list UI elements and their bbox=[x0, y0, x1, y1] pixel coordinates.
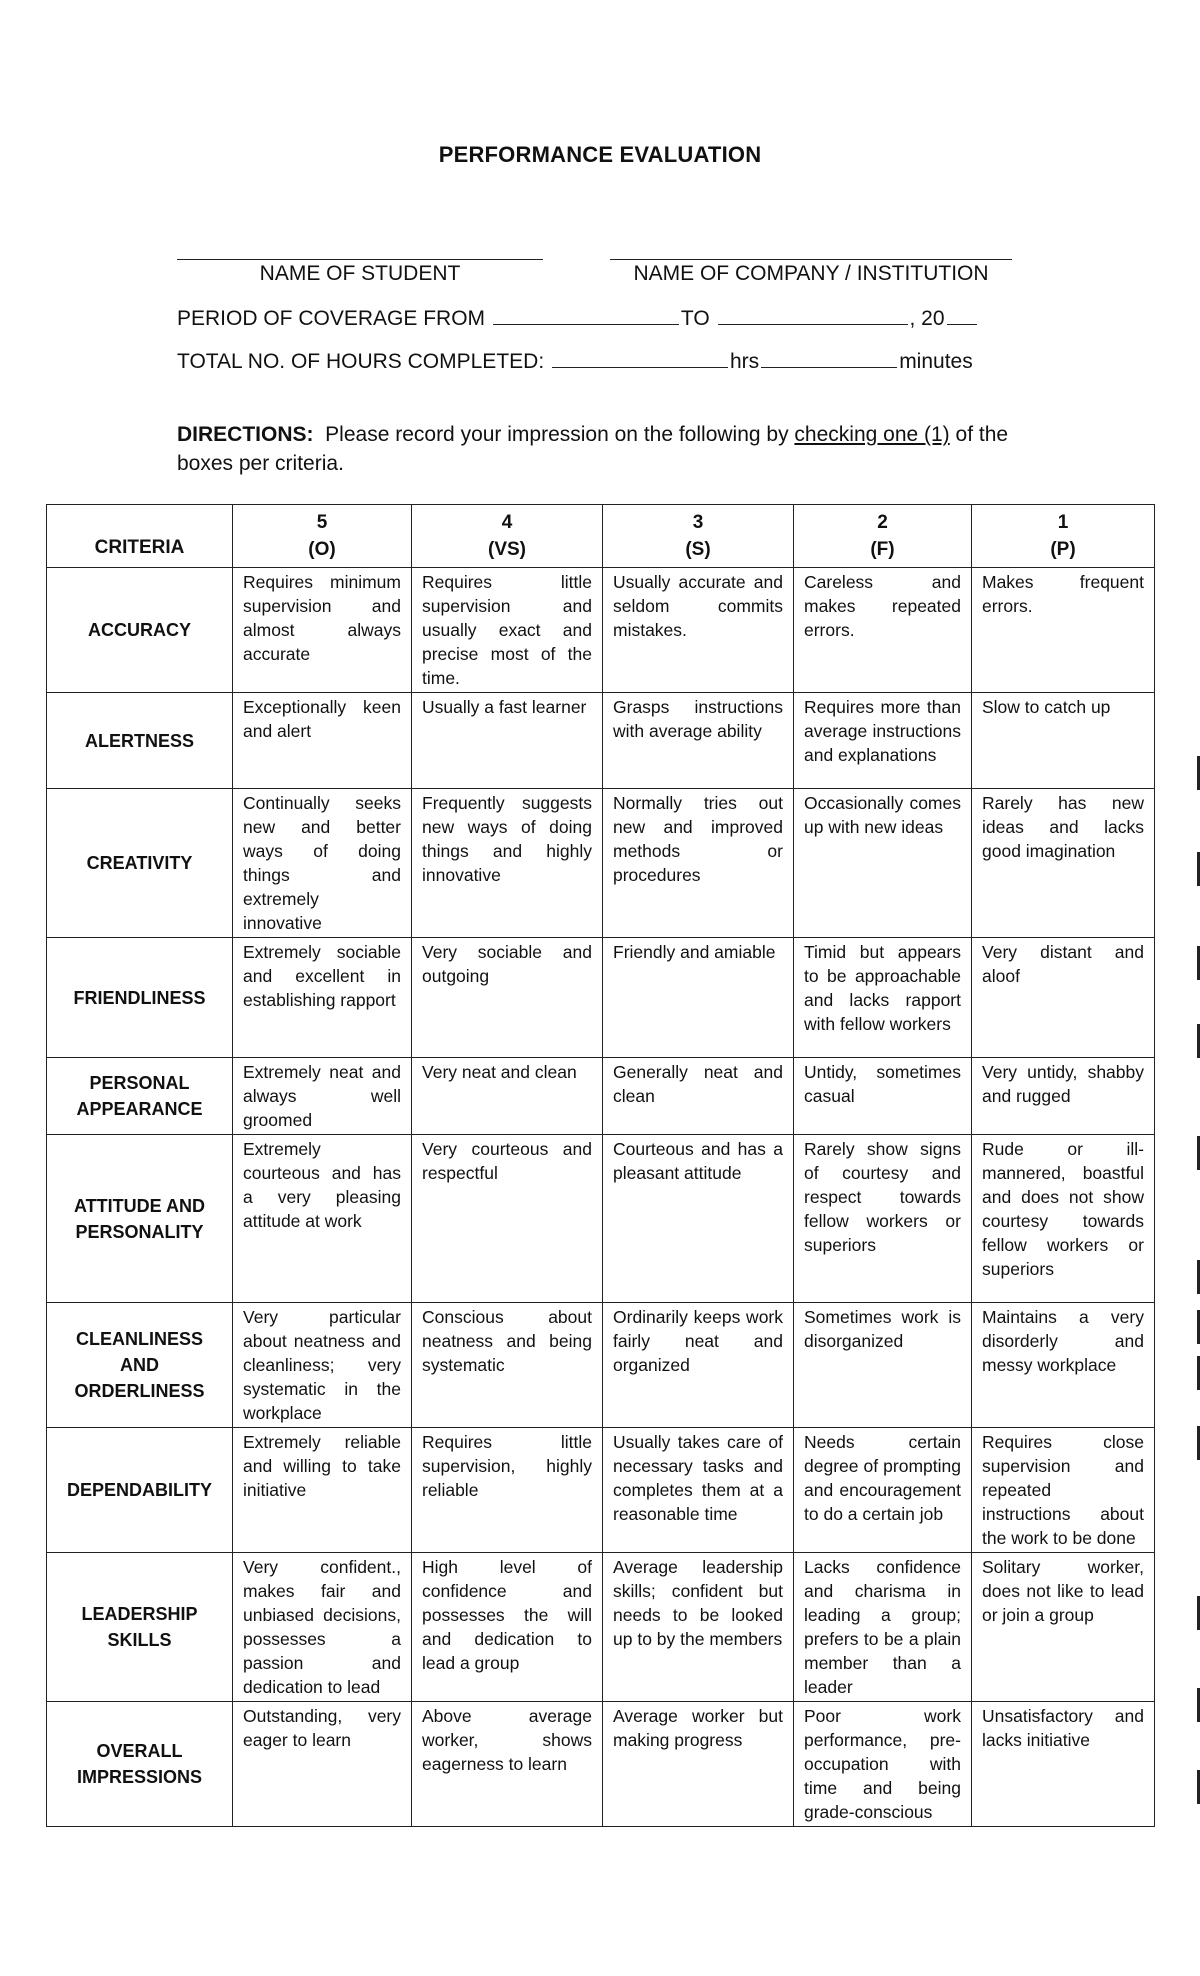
period-from-label: PERIOD OF COVERAGE FROM bbox=[177, 307, 486, 330]
rating-description-cell[interactable]: Requires more than average instructions and explanations bbox=[794, 693, 972, 789]
rating-description-cell[interactable]: Rude or ill-mannered, boastful and does not show courtesy towards fellow workers or superiors bbox=[972, 1135, 1155, 1303]
rating-description-cell[interactable]: Usually accurate and seldom commits mistakes. bbox=[603, 568, 794, 693]
rating-description-cell[interactable]: Very neat and clean bbox=[412, 1058, 603, 1135]
minutes-field[interactable] bbox=[761, 349, 897, 368]
rating-description-cell[interactable]: Outstanding, very eager to learn bbox=[233, 1702, 412, 1827]
criteria-row bbox=[47, 1553, 1155, 1702]
company-name-label: NAME OF COMPANY / INSTITUTION bbox=[633, 262, 989, 285]
student-name-line[interactable] bbox=[177, 259, 543, 260]
rating-description-cell[interactable]: Average leadership skills; confident but needs to be looked up to by the members bbox=[603, 1553, 794, 1702]
rating-description-cell[interactable]: Requires little supervision, highly reliable bbox=[412, 1428, 603, 1553]
rating-description-cell[interactable]: Requires close supervision and repeated instructions about the work to be done bbox=[972, 1428, 1155, 1553]
criteria-row bbox=[47, 789, 1155, 938]
rating-description-cell[interactable]: Requires minimum supervision and almost always accurate bbox=[233, 568, 412, 693]
rating-description-cell[interactable]: Friendly and amiable bbox=[603, 938, 794, 1058]
rating-description-cell[interactable]: Grasps instructions with average ability bbox=[603, 693, 794, 789]
rating-description-cell[interactable]: Extremely reliable and willing to take initiative bbox=[233, 1428, 412, 1553]
directions bbox=[177, 420, 1057, 478]
rating-description-cell[interactable]: Courteous and has a pleasant attitude bbox=[603, 1135, 794, 1303]
rating-description-cell[interactable]: Very sociable and outgoing bbox=[412, 938, 603, 1058]
rating-code: (S) bbox=[685, 539, 711, 560]
rating-description-cell[interactable]: Average worker but making progress bbox=[603, 1702, 794, 1827]
rating-description-cell[interactable]: Very particular about neatness and cleanliness; very systematic in the workplace bbox=[233, 1303, 412, 1428]
rating-description-cell[interactable]: Very confident., makes fair and unbiased decisions, possesses a passion and dedication to lead bbox=[233, 1553, 412, 1702]
rating-code: (VS) bbox=[488, 539, 526, 560]
rating-description-cell[interactable]: Poor work performance, pre-occupation with time and being grade-conscious bbox=[794, 1702, 972, 1827]
criterion-label: ALERTNESS bbox=[47, 693, 233, 789]
rating-header-2[interactable] bbox=[794, 505, 972, 568]
rating-description-cell[interactable]: Requires little supervision and usually exact and precise most of the time. bbox=[412, 568, 603, 693]
rating-score: 3 bbox=[692, 512, 704, 533]
rubric-table bbox=[46, 504, 1155, 1827]
directions-text-after: of the boxes per criteria. bbox=[177, 423, 1009, 475]
rating-description-cell[interactable]: Makes frequent errors. bbox=[972, 568, 1155, 693]
rating-description-cell[interactable]: Exceptionally keen and alert bbox=[233, 693, 412, 789]
criterion-label: ACCURACY bbox=[47, 568, 233, 693]
criterion-label: DEPENDABILITY bbox=[47, 1428, 233, 1553]
rubric-header-row bbox=[47, 505, 1155, 568]
rating-description-cell[interactable]: Frequently suggests new ways of doing things and highly innovative bbox=[412, 789, 603, 938]
criteria-row bbox=[47, 1702, 1155, 1827]
rating-description-cell[interactable]: Normally tries out new and improved methods or procedures bbox=[603, 789, 794, 938]
rating-header-1[interactable] bbox=[972, 505, 1155, 568]
criteria-header: CRITERIA bbox=[47, 505, 233, 568]
rating-description-cell[interactable]: Continually seeks new and better ways of doing things and extremely innovative bbox=[233, 789, 412, 938]
rating-code: (O) bbox=[308, 539, 336, 560]
rating-description-cell[interactable]: Very untidy, shabby and rugged bbox=[972, 1058, 1155, 1135]
period-to-field[interactable] bbox=[718, 306, 908, 325]
rating-description-cell[interactable]: Generally neat and clean bbox=[603, 1058, 794, 1135]
rating-description-cell[interactable]: Usually takes care of necessary tasks and completes them at a reasonable time bbox=[603, 1428, 794, 1553]
company-name-line[interactable] bbox=[610, 259, 1012, 260]
criteria-row bbox=[47, 568, 1155, 693]
rating-description-cell[interactable]: Careless and makes repeated errors. bbox=[794, 568, 972, 693]
criteria-row bbox=[47, 1058, 1155, 1135]
criterion-label: PERSONAL APPEARANCE bbox=[47, 1058, 233, 1135]
criteria-row bbox=[47, 1303, 1155, 1428]
hrs-label: hrs bbox=[730, 350, 760, 373]
period-year-label: , 20 bbox=[909, 307, 945, 330]
rating-description-cell[interactable]: Needs certain degree of prompting and encouragement to do a certain job bbox=[794, 1428, 972, 1553]
criterion-label: CREATIVITY bbox=[47, 789, 233, 938]
rating-description-cell[interactable]: Sometimes work is disorganized bbox=[794, 1303, 972, 1428]
rating-score: 5 bbox=[316, 512, 328, 533]
criterion-label: ATTITUDE AND PERSONALITY bbox=[47, 1135, 233, 1303]
rating-description-cell[interactable]: Rarely show signs of courtesy and respect towards fellow workers or superiors bbox=[794, 1135, 972, 1303]
rating-description-cell[interactable]: Conscious about neatness and being systematic bbox=[412, 1303, 603, 1428]
period-from-field[interactable] bbox=[493, 306, 679, 325]
rating-score: 1 bbox=[1057, 512, 1069, 533]
rating-description-cell[interactable]: Unsatisfactory and lacks initiative bbox=[972, 1702, 1155, 1827]
rating-description-cell[interactable]: Usually a fast learner bbox=[412, 693, 603, 789]
rating-header-4[interactable] bbox=[412, 505, 603, 568]
rating-score: 2 bbox=[877, 512, 888, 533]
period-of-coverage-line bbox=[177, 306, 979, 331]
rating-description-cell[interactable]: High level of confidence and possesses the will and dedication to lead a group bbox=[412, 1553, 603, 1702]
criterion-label: OVERALL IMPRESSIONS bbox=[47, 1702, 233, 1827]
directions-underlined: checking one (1) bbox=[794, 423, 950, 446]
rating-description-cell[interactable]: Extremely neat and always well groomed bbox=[233, 1058, 412, 1135]
rating-description-cell[interactable]: Untidy, sometimes casual bbox=[794, 1058, 972, 1135]
criteria-row bbox=[47, 1428, 1155, 1553]
directions-text-before: Please record your impression on the following by bbox=[325, 423, 789, 446]
rating-description-cell[interactable]: Slow to catch up bbox=[972, 693, 1155, 789]
rating-code: (F) bbox=[870, 539, 895, 560]
directions-label: DIRECTIONS: bbox=[177, 423, 314, 446]
rating-description-cell[interactable]: Occasionally comes up with new ideas bbox=[794, 789, 972, 938]
criterion-label: LEADERSHIP SKILLS bbox=[47, 1553, 233, 1702]
total-hours-label: TOTAL NO. OF HOURS COMPLETED: bbox=[177, 350, 545, 373]
rating-score: 4 bbox=[501, 512, 513, 533]
rating-description-cell[interactable]: Very courteous and respectful bbox=[412, 1135, 603, 1303]
rating-description-cell[interactable]: Lacks confidence and charisma in leading a group; prefers to be a plain member than a leader bbox=[794, 1553, 972, 1702]
page-title: PERFORMANCE EVALUATION bbox=[438, 142, 762, 167]
minutes-label: minutes bbox=[899, 350, 973, 373]
criterion-label: FRIENDLINESS bbox=[47, 938, 233, 1058]
criteria-row bbox=[47, 938, 1155, 1058]
criteria-row bbox=[47, 693, 1155, 789]
rating-header-3[interactable] bbox=[603, 505, 794, 568]
rating-description-cell[interactable]: Extremely sociable and excellent in establishing rapport bbox=[233, 938, 412, 1058]
rating-description-cell[interactable]: Rarely has new ideas and lacks good imagination bbox=[972, 789, 1155, 938]
rating-description-cell[interactable]: Maintains a very disorderly and messy workplace bbox=[972, 1303, 1155, 1428]
period-to-label: TO bbox=[680, 307, 710, 330]
rating-description-cell[interactable]: Solitary worker, does not like to lead or join a group bbox=[972, 1553, 1155, 1702]
total-hours-line bbox=[177, 349, 973, 374]
hours-field[interactable] bbox=[552, 349, 728, 368]
rating-description-cell[interactable]: Ordinarily keeps work fairly neat and organized bbox=[603, 1303, 794, 1428]
criteria-row bbox=[47, 1135, 1155, 1303]
period-year-field[interactable] bbox=[947, 306, 977, 325]
rating-code: (P) bbox=[1050, 539, 1076, 560]
student-name-label: NAME OF STUDENT bbox=[259, 262, 461, 285]
rating-header-5[interactable] bbox=[233, 505, 412, 568]
rating-description-cell[interactable]: Timid but appears to be approachable and lacks rapport with fellow workers bbox=[794, 938, 972, 1058]
rating-description-cell[interactable]: Extremely courteous and has a very pleasing attitude at work bbox=[233, 1135, 412, 1303]
rating-description-cell[interactable]: Very distant and aloof bbox=[972, 938, 1155, 1058]
criterion-label: CLEANLINESS AND ORDERLINESS bbox=[47, 1303, 233, 1428]
rating-description-cell[interactable]: Above average worker, shows eagerness to learn bbox=[412, 1702, 603, 1827]
